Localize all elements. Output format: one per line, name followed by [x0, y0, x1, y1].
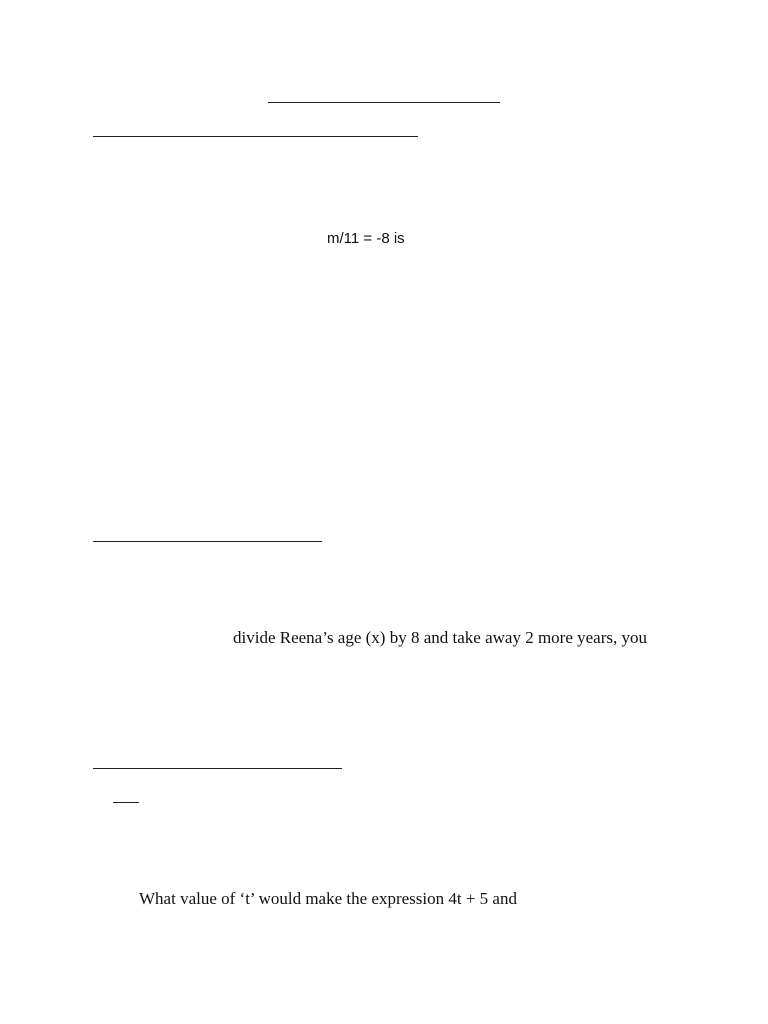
section-2-underline: [93, 541, 322, 542]
answer-blank-line: [113, 802, 139, 803]
section-1-underline: [93, 136, 418, 137]
reena-age-question-text: divide Reena’s age (x) by 8 and take away 2 more years, you: [233, 628, 647, 647]
t-value-question-text: What value of ‘t’ would make the expression 4t + 5 and: [139, 889, 517, 908]
title-underline: [268, 102, 500, 103]
equation-text: m/11 = -8 is: [327, 230, 405, 247]
section-3-underline: [93, 768, 342, 769]
